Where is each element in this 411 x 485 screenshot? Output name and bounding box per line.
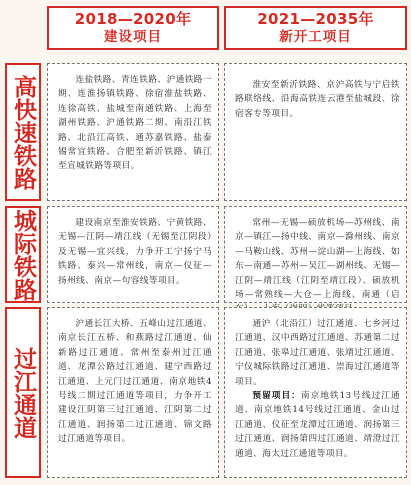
row-label-high-speed-rail-text: 高快速铁路 [10,74,36,190]
row-label-river-crossing-text: 过江通道 [10,346,36,439]
cell-river-crossing-2021-2035 [224,307,407,478]
cell-high-speed-2018-2020 [47,63,219,201]
reserved-projects-lead: 预留项目： [252,391,301,402]
cell-high-speed-2021-2035-text: 淮安至新沂铁路、京沪高铁与宁启铁路联络线、沿海高铁连云港至盐城段、徐宿客专等项目。 [235,80,400,119]
header-right-subtitle: 新开工项目 [279,29,352,45]
cell-river-crossing-2018-2020 [47,307,219,478]
header-2018-2020 [47,6,219,50]
reserved-projects-paragraph [235,389,400,461]
row-label-high-speed-rail [5,63,41,201]
row-label-intercity-rail [5,206,41,303]
header-right-period: 2021—2035年 [257,10,374,28]
header-left-subtitle: 建设项目 [104,29,162,45]
cell-river-crossing-2021-2035-text: 通沪（北沿江）过江通道、七乡河过江通道、汉中西路过江通道、苏通第二过江通道、张皋过江通道、张靖过江通道、宁仪城际铁路过江通道、崇海过江通道等项目。 [235,319,400,387]
cell-intercity-2021-2035-text: 常州—无锡—硕放机场—苏州线、南京—镇江—扬中线、南京—滁州线、南京—马鞍山线、苏州—淀山湖—上海线、如东—南通—苏州—吴江—湖州线、无锡—江阴—靖江线（江阴至靖江段）、硕放机场—常熟线—大仓—上海线、南通（启 [235,218,400,301]
row-label-intercity-rail-text: 城际铁路 [10,208,36,301]
row-label-river-crossing [5,307,41,478]
cell-high-speed-2021-2035 [224,63,407,201]
cell-intercity-2018-2020-text: 建设南京至淮安铁路、宁黄铁路、无锡—江阴—靖江线（无锡至江阴段）及无锡—宜兴线，力争开工宁扬宁马铁路、泰兴—常州线，南京—仪征—扬州线、南京—句容线等项目。 [58,218,212,286]
cell-intercity-2018-2020 [47,206,219,303]
header-2021-2035 [224,6,407,50]
cell-river-crossing-2018-2020-text: 沪通长江大桥、五峰山过江通道、南京长江五桥、和燕路过江通道、仙新路过江通道、常州至泰州过江通道、龙潭公路过江通道、建宁西路过江通道、上元门过江通道、南京地铁4号线二期过江通道等项目，力争开工建设江阴第三过江通道、江阴第二过江通道、润扬第二过江通道、锦文路过江通道等项目。 [58,319,212,445]
header-left-period: 2018—2020年 [74,10,192,28]
cell-high-speed-2018-2020-text: 连盐铁路、青连铁路、沪通铁路一期、连淮扬镇铁路、徐宿淮盐铁路、连徐高铁、盐城至南通铁路、上海至湖州铁路、沪通铁路二期、南沿江铁路、北沿江高铁、通苏嘉铁路、盐泰锡常宜铁路、合肥至新沂铁路、镇江至宣城铁路等项目。 [58,75,212,172]
cell-intercity-2021-2035 [224,206,407,303]
reserved-projects-text: 南京地铁13号线过江通道、南京地铁14号线过江通道、金山过江通道、仪征至龙潭过江通道、润扬第三过江通道、润扬第四过江通道、靖澄过江通道、海太过江通道等项目。 [235,391,400,459]
